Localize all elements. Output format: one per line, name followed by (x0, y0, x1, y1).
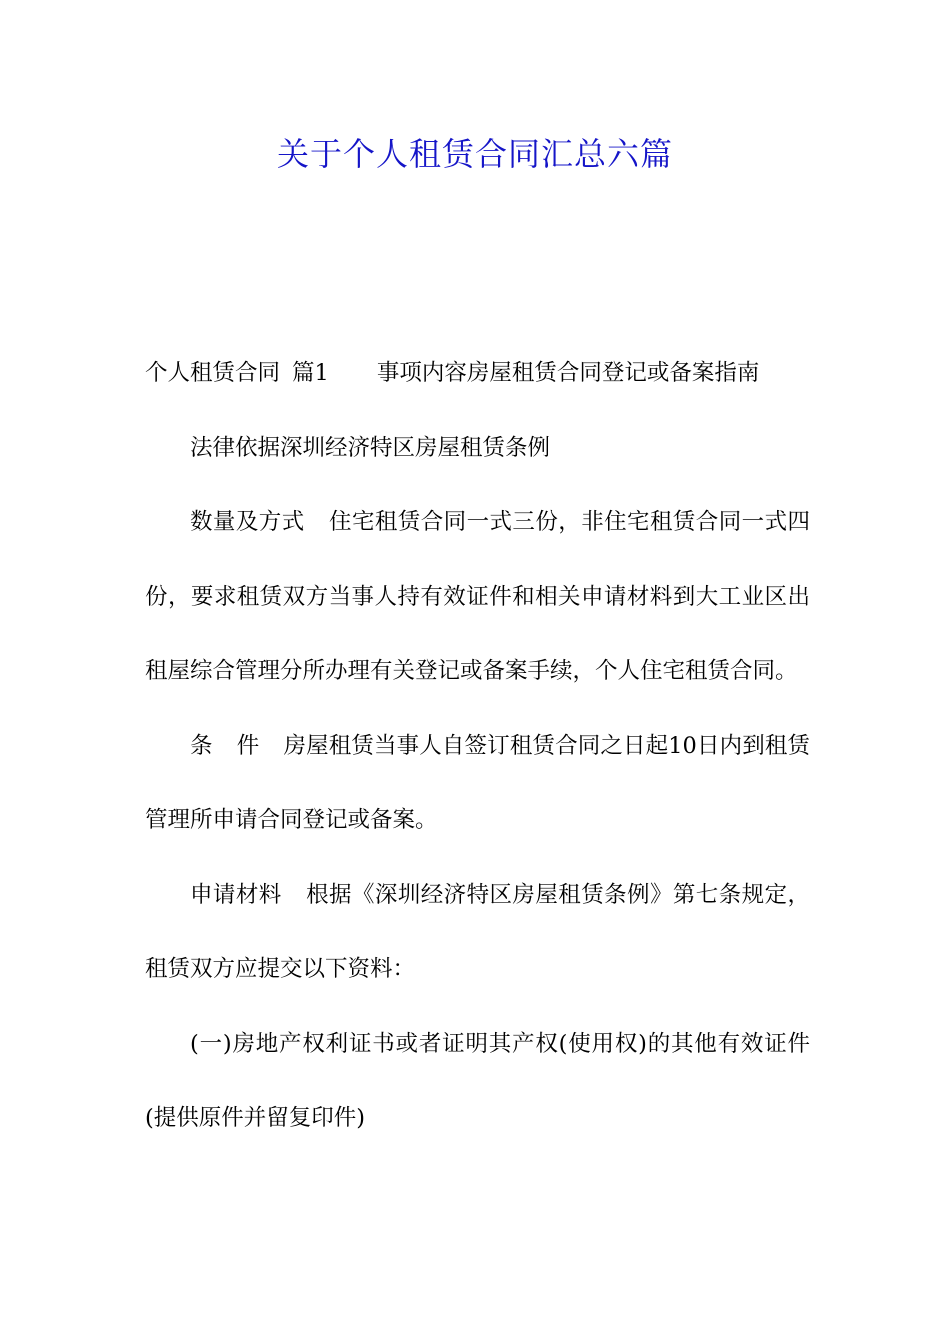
paragraph-conditions-label-b: 件 (236, 732, 260, 759)
paragraph-legal-basis-text: 法律依据深圳经济特区房屋租赁条例 (190, 434, 551, 461)
paragraph-materials-label: 申请材料 (190, 881, 282, 908)
paragraph-quantity-text: 住宅租赁合同一式三份，非住宅租赁合同一式四份，要求租赁双方当事人持有效证件和相关申请材料到大工业区出租屋综合管理分所办理有关登记或备案手续，个人住宅租赁合同。 (145, 509, 810, 684)
paragraph-item-one-text: (一)房地产权利证书或者证明其产权(使用权)的其他有效证件(提供原件并留复印件) (145, 1030, 810, 1131)
paragraph-intro-article: 篇1 (292, 360, 329, 386)
paragraph-conditions-label-a: 条 (190, 732, 213, 759)
paragraph-conditions-text: 房屋租赁当事人自签订租赁合同之日起10日内到租赁管理所申请合同登记或备案。 (145, 732, 810, 833)
paragraph-intro (145, 336, 810, 411)
paragraph-quantity (145, 485, 810, 709)
document-title: 关于个人租赁合同汇总六篇 (276, 135, 673, 173)
paragraph-materials (145, 858, 810, 1007)
paragraph-legal-basis (145, 411, 810, 486)
paragraph-item-one (145, 1007, 810, 1156)
document-body (145, 336, 810, 1156)
paragraph-conditions (145, 709, 810, 858)
paragraph-intro-text: 事项内容房屋租赁合同登记或备案指南 (376, 360, 760, 386)
paragraph-intro-label: 个人租赁合同 (145, 360, 281, 386)
paragraph-quantity-label: 数量及方式 (190, 509, 305, 535)
paragraph-materials-text: 根据《深圳经济特区房屋租赁条例》第七条规定，租赁双方应提交以下资料： (145, 881, 810, 982)
